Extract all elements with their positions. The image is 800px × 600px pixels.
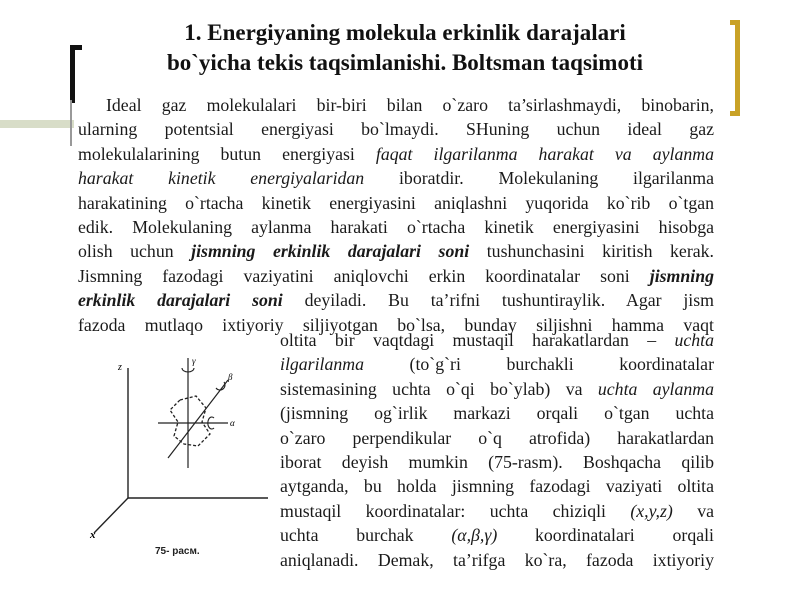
text-run: tushunchasini kiritish kerak.: [469, 241, 714, 262]
title-line-2: bo`yicha tekis taqsimlanishi. Boltsman taqsimoti: [166, 50, 644, 75]
decorative-bracket-right: [730, 20, 740, 116]
text-line: [78, 288, 714, 312]
text-line: [280, 450, 714, 474]
rigid-body-shape: [170, 396, 210, 446]
italic-run: harakat kinetik energiyalaridan: [78, 168, 365, 189]
italic-run: (x,y,z): [630, 500, 673, 521]
text-run: ularning potentsial energiyasi bo`lmaydi. SHuning uchun ideal gaz: [78, 119, 714, 140]
text-run: va: [672, 500, 714, 521]
italic-run: uchta: [674, 330, 714, 350]
beta-rotation-axis: [168, 380, 228, 458]
text-line: [78, 142, 714, 166]
text-line: [280, 377, 714, 401]
text-run: mustaqil koordinatalar: uchta chiziqli: [280, 500, 631, 521]
gamma-label: γ: [192, 356, 196, 366]
text-line: [280, 474, 714, 498]
text-run: fazoda mutlaqo ixtiyoriy siljiyotgan bo`lsa, bunday siljishni hamma vaqt: [78, 314, 714, 335]
title-line-1: 1. Energiyaning molekula erkinlik darajalari: [184, 20, 626, 45]
x-axis-label: x: [90, 529, 96, 541]
text-line: [280, 499, 714, 523]
text-run: olish uchun: [78, 241, 192, 262]
decorative-bar: [0, 120, 74, 128]
text-run: koordinatalari orqali: [497, 525, 714, 546]
text-run: uchta burchak: [280, 525, 452, 546]
bold-italic-run: jismning erkinlik darajalari soni: [191, 241, 470, 262]
text-run: molekulalarining butun energiyasi: [78, 143, 376, 164]
text-line: [78, 191, 714, 215]
text-run: aytganda, bu holda jismning fazodagi vaziyati oltita: [280, 476, 714, 497]
body-text-right-column: [280, 328, 714, 572]
z-axis-label: z: [118, 362, 122, 373]
alpha-label: α: [230, 418, 235, 428]
italic-run: ilgarilanma: [280, 354, 364, 375]
bold-italic-run: erkinlik darajalari soni: [78, 290, 283, 311]
slide-title: [90, 18, 720, 78]
text-line: [78, 166, 714, 190]
decorative-line: [70, 100, 72, 146]
text-line: [280, 328, 714, 352]
x-axis: [94, 498, 128, 533]
text-line: [78, 117, 714, 141]
text-run: sistemasining uchta o`qi bo`ylab) va: [280, 378, 598, 399]
text-line: [78, 215, 714, 239]
text-line: [280, 548, 714, 572]
text-run: deyiladi. Bu ta’rifni tushuntiraylik. Agar jism: [282, 290, 714, 311]
text-line: [280, 352, 714, 376]
italic-run: faqat ilgarilanma harakat va aylanma: [375, 143, 714, 164]
text-run: harakatining o`rtacha kinetik energiyasini aniqlashni yuqorida ko`rib o`tgan: [78, 192, 714, 213]
text-line: [78, 239, 714, 263]
text-run: edik. Molekulaning aylanma harakati o`rtacha kinetik energiyasini hisobga: [78, 216, 714, 237]
italic-run: (α,β,γ): [451, 525, 498, 546]
text-run: oltita bir vaqtdagi mustaqil harakatlardan –: [280, 330, 675, 350]
text-run: Jismning fazodagi vaziyatini aniqlovchi erkin koordinatalar soni: [78, 265, 650, 286]
text-run: iborat deyish mumkin (75-rasm). Boshqacha qilib: [280, 451, 714, 472]
body-text: [78, 93, 714, 337]
text-run: (jismning og`irlik markazi orqali o`tgan uchta: [280, 403, 714, 424]
text-run: (to`g`ri burchakli koordinatalar: [363, 354, 714, 375]
text-run: o`zaro perpendikular o`q atrofida) harakatlardan: [280, 427, 714, 448]
text-line: [280, 523, 714, 547]
text-line: [78, 93, 714, 117]
text-line: [78, 264, 714, 288]
text-run: iboratdir. Molekulaning ilgarilanma: [364, 168, 714, 189]
rigid-body-coordinates-figure: [88, 348, 268, 568]
text-line: [280, 426, 714, 450]
text-run: Ideal gaz molekulalari bir-biri bilan o`zaro ta’sirlashmaydi, binobarin,: [106, 95, 714, 115]
beta-label: β: [228, 372, 233, 382]
italic-run: uchta aylanma: [597, 378, 715, 399]
text-line: [280, 401, 714, 425]
figure-caption: 75- расм.: [155, 546, 200, 557]
text-run: aniqlanadi. Demak, ta’rifga ko`ra, fazoda ixtiyoriy: [280, 549, 714, 570]
bold-italic-run: jismning: [649, 265, 714, 286]
